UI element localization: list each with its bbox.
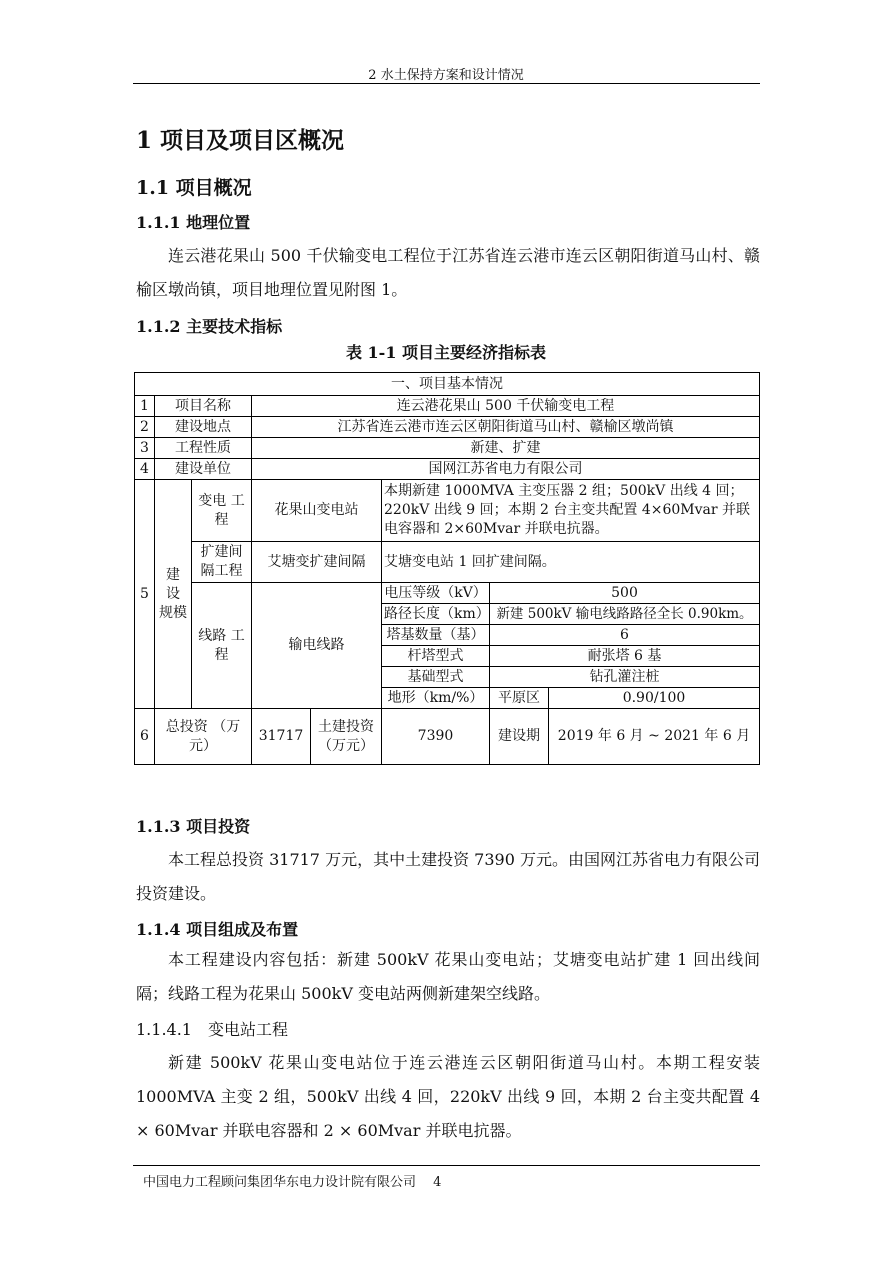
footer-rule — [133, 1165, 760, 1166]
paragraph-substation: 新建 500kV 花果山变电站位于连云港连云区朝阳街道马山村。本期工程安装 1000MVA 主变 2 组，500kV 出线 4 回，220kV 出线 9 回，本期 2 台主变共配置 4 × 60Mvar 并联电容器和 2 × 60Mvar 并联电抗器。 — [136, 1053, 760, 1140]
row-value: 连云港花果山 500 千伏输变电工程 — [252, 396, 760, 417]
row-number: 3 — [135, 438, 155, 459]
line-label: 线路 工程 — [192, 583, 252, 709]
row-number: 1 — [135, 396, 155, 417]
construction-period-label: 建设期 — [490, 709, 549, 765]
line-name: 输电线路 — [252, 583, 382, 709]
subsection-title-1-1-2: 1.1.2 主要技术指标 — [136, 317, 283, 336]
substation-label: 变电 工程 — [192, 480, 252, 542]
total-investment-label: 总投资 （万元） — [155, 709, 252, 765]
line-param-label: 地形（km/%） — [382, 688, 490, 709]
row-label: 工程性质 — [155, 438, 252, 459]
row-label: 建设地点 — [155, 417, 252, 438]
subsection-title-1-1-4: 1.1.4 项目组成及布置 — [136, 920, 299, 939]
header-rule — [133, 83, 760, 84]
subsubsection-title-1-1-4-1: 1.1.4.1 变电站工程 — [136, 1020, 288, 1039]
row-number: 2 — [135, 417, 155, 438]
row-value: 江苏省连云港市连云区朝阳街道马山村、赣榆区墩尚镇 — [252, 417, 760, 438]
row-number: 6 — [135, 709, 155, 765]
row-value: 新建、扩建 — [252, 438, 760, 459]
line-param-label: 路径长度（km） — [382, 604, 490, 625]
table-section-title: 一、项目基本情况 — [135, 373, 760, 396]
line-param-label: 电压等级（kV） — [382, 583, 490, 604]
indicator-table — [134, 372, 760, 765]
table-caption: 表 1-1 项目主要经济指标表 — [345, 343, 547, 362]
total-investment-value: 31717 — [252, 709, 311, 765]
civil-investment-label: 土建投资 （万元） — [311, 709, 382, 765]
bay-expansion-label: 扩建间 隔工程 — [192, 542, 252, 583]
paragraph-location: 连云港花果山 500 千伏输变电工程位于江苏省连云港市连云区朝阳街道马山村、赣榆区墩尚镇，项目地理位置见附图 1。 — [136, 246, 760, 299]
row-number: 5 — [135, 480, 155, 709]
running-header: 2 水土保持方案和设计情况 — [368, 68, 524, 83]
civil-investment-value: 7390 — [382, 709, 490, 765]
terrain-value: 0.90/100 — [549, 688, 760, 709]
subsection-title-1-1-1: 1.1.1 地理位置 — [136, 213, 251, 232]
row-label: 建设单位 — [155, 459, 252, 480]
construction-period-value: 2019 年 6 月 ~ 2021 年 6 月 — [549, 709, 760, 765]
bay-expansion-desc: 艾塘变电站 1 回扩建间隔。 — [382, 542, 760, 583]
paragraph-composition: 本工程建设内容包括：新建 500kV 花果山变电站；艾塘变电站扩建 1 回出线间隔；线路工程为花果山 500kV 变电站两侧新建架空线路。 — [136, 950, 760, 1003]
row-value: 国网江苏省电力有限公司 — [252, 459, 760, 480]
page-footer: 中国电力工程顾问集团华东电力设计院有限公司 4 — [143, 1175, 442, 1190]
line-param-value: 耐张塔 6 基 — [490, 646, 760, 667]
section-title: 1.1 项目概况 — [136, 177, 252, 199]
line-param-value: 新建 500kV 输电线路路径全长 0.90km。 — [490, 604, 760, 625]
bay-expansion-name: 艾塘变扩建间隔 — [252, 542, 382, 583]
line-param-label: 塔基数量（基） — [382, 625, 490, 646]
row-label: 项目名称 — [155, 396, 252, 417]
line-param-value: 6 — [490, 625, 760, 646]
substation-name: 花果山变电站 — [252, 480, 382, 542]
line-param-value: 500 — [490, 583, 760, 604]
substation-desc: 本期新建 1000MVA 主变压器 2 组；500kV 出线 4 回；220kV 出线 9 回；本期 2 台主变共配置 4×60Mvar 并联电容器和 2×60Mvar 并联电抗器。 — [382, 480, 760, 542]
scale-label: 建 设 规模 — [155, 480, 192, 709]
line-param-label: 基础型式 — [382, 667, 490, 688]
line-param-value: 钻孔灌注桩 — [490, 667, 760, 688]
row-number: 4 — [135, 459, 155, 480]
paragraph-investment: 本工程总投资 31717 万元，其中土建投资 7390 万元。由国网江苏省电力有限公司投资建设。 — [136, 850, 760, 903]
subsection-title-1-1-3: 1.1.3 项目投资 — [136, 817, 251, 836]
line-param-label: 杆塔型式 — [382, 646, 490, 667]
terrain-type: 平原区 — [490, 688, 549, 709]
chapter-title: 1 项目及项目区概况 — [136, 127, 345, 154]
